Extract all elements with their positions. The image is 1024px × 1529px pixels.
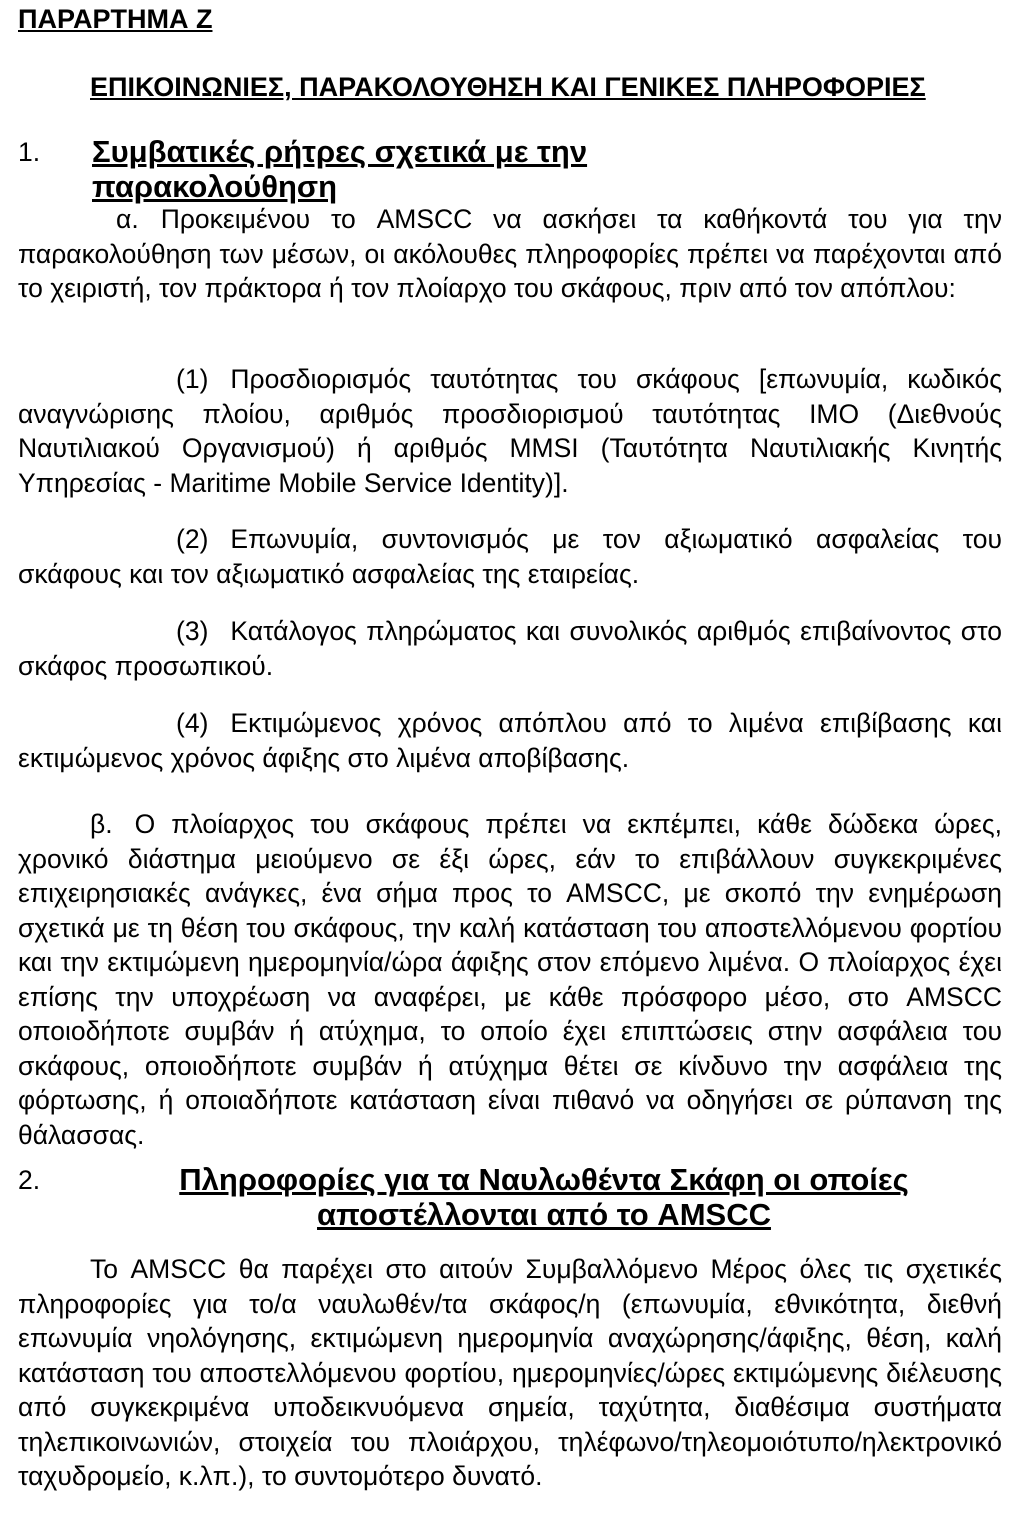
paragraph-b-label: β. — [90, 809, 113, 839]
section-1-title: Συμβατικές ρήτρες σχετικά με την παρακολούθηση — [92, 134, 588, 204]
section-2-paragraph: Το AMSCC θα παρέχει στο αιτούν Συμβαλλόμενο Μέρος όλες τις σχετικές πληροφορίες για το/α ναυλωθέν/τα σκάφος/η (επωνυμία, εθνικότητα, διεθνή επωνυμία νηολόγησης, εκτιμώμενη ημερομηνία αναχώρησης/άφιξης, θέση, καλή κατάσταση του αποστελλόμενου φορτίου, ημερομηνίες/ώρες εκτιμώμενης διέλευσης από συγκεκριμένα υποδεικνυόμενα σημεία, ταχύτητα, διαθέσιμα συστήματα τηλεπικοινωνιών, στοιχεία του πλοιάρχου, τηλέφωνο/τηλεομοιότυπο/ηλεκτρονικό ταχυδρομείο, κ.λπ.), το συντομότερο δυνατό. — [18, 1254, 1002, 1491]
item-1-text: Προσδιορισμός ταυτότητας του σκάφους [επωνυμία, κωδικός αναγνώρισης πλοίου, αριθμός προσδιορισμού ταυτότητας IMO (Διεθνούς Ναυτιλιακού Οργανισμού) ή αριθμός MMSI (Ταυτότητα Ναυτιλιακής Κινητής Υπηρεσίας - Maritime Mobile Service Identity)]. — [18, 364, 1002, 498]
list-item — [18, 522, 1002, 591]
paragraph-b — [18, 807, 1002, 1152]
item-1-label: (1) — [176, 364, 209, 394]
section-1-number: 1. — [18, 137, 41, 167]
paragraph-b-text: Ο πλοίαρχος του σκάφους πρέπει να εκπέμπει, κάθε δώδεκα ώρες, χρονικό διάστημα μειούμενο σε έξι ώρες, εάν το επιβάλλουν συγκεκριμένες επιχειρησιακές ανάγκες, ένα σήμα προς το AMSCC, με σκοπό την ενημέρωση σχετικά με τη θέση του σκάφους, την καλή κατάσταση του αποστελλόμενου φορτίου και την εκτιμώμενη ημερομηνία/ώρα άφιξης στον επόμενο λιμένα. Ο πλοίαρχος έχει επίσης την υποχρέωση να αναφέρει, με κάθε πρόσφορο μέσο, στο AMSCC οποιοδήποτε συμβάν ή ατύχημα, το οποίο έχει επιπτώσεις στην ασφάλεια του σκάφους, οποιοδήποτε συμβάν ή ατύχημα θέτει σε κίνδυνο την ασφάλεια της φόρτωσης, ή οποιαδήποτε κατάσταση είναι πιθανό να οδηγήσει σε ρύπανση της θάλασσας. — [18, 809, 1002, 1150]
paragraph-a-label: α. — [116, 204, 139, 234]
section-2-title: Πληροφορίες για τα Ναυλωθέντα Σκάφη οι οποίες αποστέλλονται από το AMSCC — [179, 1162, 909, 1232]
item-2-text: Επωνυμία, συντονισμός με τον αξιωματικό ασφαλείας του σκάφους και τον αξιωματικό ασφαλείας της εταιρείας. — [18, 524, 1002, 589]
annex-title: ΠΑΡΑΡΤΗΜΑ Ζ — [18, 4, 213, 34]
main-heading: ΕΠΙΚΟΙΝΩΝΙΕΣ, ΠΑΡΑΚΟΛΟΥΘΗΣΗ ΚΑΙ ΓΕΝΙΚΕΣ ΠΛΗΡΟΦΟΡΙΕΣ — [90, 72, 926, 102]
list-item — [18, 614, 1002, 683]
list-item — [18, 706, 1002, 775]
paragraph-a — [18, 202, 1002, 306]
item-3-text: Κατάλογος πληρώματος και συνολικός αριθμός επιβαίνοντος στο σκάφος προσωπικού. — [18, 616, 1002, 681]
item-3-label: (3) — [176, 616, 209, 646]
item-2-label: (2) — [176, 524, 209, 554]
section-2-number: 2. — [18, 1165, 41, 1195]
item-4-text: Εκτιμώμενος χρόνος απόπλου από το λιμένα επιβίβασης και εκτιμώμενος χρόνος άφιξης στο λιμένα αποβίβασης. — [18, 708, 1002, 773]
item-4-label: (4) — [176, 708, 209, 738]
list-item — [18, 362, 1002, 500]
paragraph-a-text: Προκειμένου το AMSCC να ασκήσει τα καθήκοντά του για την παρακολούθηση των μέσων, οι ακόλουθες πληροφορίες πρέπει να παρέχονται από το χειριστή, τον πράκτορα ή τον πλοίαρχο του σκάφους, πριν από τον απόπλου: — [18, 204, 1002, 303]
